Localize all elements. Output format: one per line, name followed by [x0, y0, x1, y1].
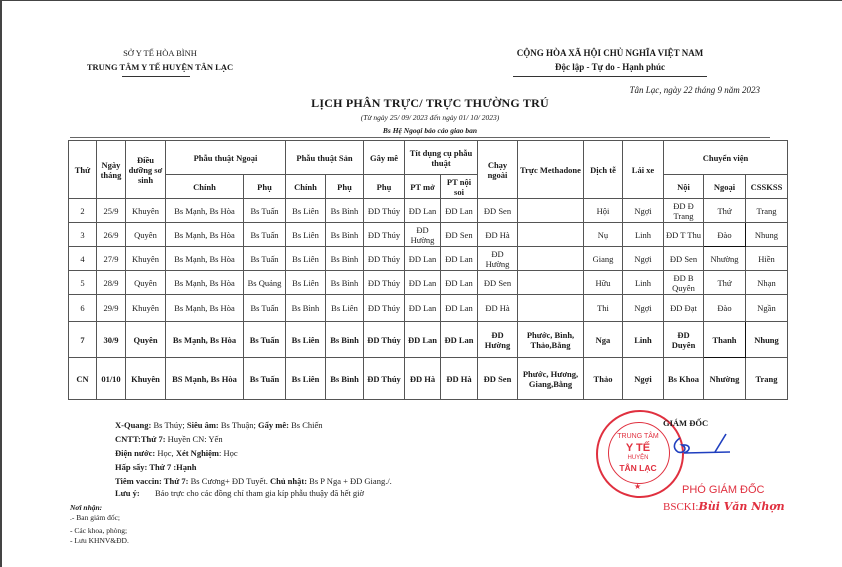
col-header-anesthesia: Gây mê	[364, 141, 405, 175]
col-header-obstetric-surgery: Phẫu thuật Sản	[286, 141, 364, 175]
cell-ptn-chinh: Bs Mạnh, Bs Hòa	[166, 247, 244, 271]
cell-cv-csskss: Trang	[746, 358, 788, 400]
cell-lai-xe: Linh	[623, 322, 664, 358]
cell-date: 26/9	[97, 223, 126, 247]
cell-pt-noi-soi: ĐD Lan	[441, 199, 478, 223]
cell-ptn-chinh: Bs Mạnh, Bs Hòa	[166, 295, 244, 322]
cell-pt-noi-soi: ĐD Lan	[441, 247, 478, 271]
cell-dich-te: Thảo	[584, 358, 623, 400]
cell-cv-noi: ĐD Sen	[664, 247, 704, 271]
cell-cv-ngoai: Đào	[704, 295, 746, 322]
cell-dich-te: Nga	[584, 322, 623, 358]
cell-lai-xe: Ngợi	[623, 295, 664, 322]
table-row	[69, 358, 788, 400]
cell-pts-phu: Bs Bình	[326, 322, 364, 358]
col-header-transfer: Chuyển viện	[664, 141, 788, 175]
stamp-text: Y TẾ	[625, 442, 651, 454]
cell-gm-phu: ĐD Thúy	[364, 223, 405, 247]
cell-lai-xe: Ngợi	[623, 358, 664, 400]
cell-ptn-chinh: Bs Mạnh, Bs Hòa	[166, 199, 244, 223]
cell-pt-noi-soi: ĐD Lan	[441, 295, 478, 322]
cell-chay-ngoai: ĐD Hà	[478, 223, 518, 247]
cell-cv-noi: ĐD T Thu	[664, 223, 704, 247]
organization-underline	[122, 76, 190, 77]
cell-ptn-chinh: BS Mạnh, Bs Hòa	[166, 358, 244, 400]
cell-dd-so-sinh: Quyên	[126, 322, 166, 358]
cell-pt-noi-soi: ĐD Lan	[441, 271, 478, 295]
cell-thu: 2	[69, 199, 97, 223]
cell-gm-phu: ĐD Thúy	[364, 295, 405, 322]
col-header-driver: Lái xe	[623, 141, 664, 199]
cell-cv-csskss: Nhạn	[746, 271, 788, 295]
document-title: LỊCH PHÂN TRỰC/ TRỰC THƯỜNG TRÚ	[311, 96, 549, 110]
cell-pt-noi-soi: ĐD Hà	[441, 358, 478, 400]
col-header-instruments: Tít dụng cụ phẫu thuật	[405, 141, 478, 175]
vice-director-title: PHÓ GIÁM ĐỐC	[682, 484, 765, 496]
cell-cv-csskss: Trang	[746, 199, 788, 223]
cell-cv-csskss: Hiền	[746, 247, 788, 271]
col-header-thu: Thứ	[69, 141, 97, 199]
cell-dd-so-sinh: Quyên	[126, 223, 166, 247]
cell-chay-ngoai: ĐD Hường	[478, 322, 518, 358]
cell-chay-ngoai: ĐD Sen	[478, 271, 518, 295]
cell-gm-phu: ĐD Thúy	[364, 271, 405, 295]
cell-date: 28/9	[97, 271, 126, 295]
stamp-text: TÂN LẠC	[619, 463, 657, 473]
subheader-csskss: CSSKSS	[746, 175, 788, 199]
cell-ptn-chinh: Bs Mạnh, Bs Hòa	[166, 322, 244, 358]
cell-thu: CN	[69, 358, 97, 400]
subheader-assist: Phụ	[326, 175, 364, 199]
cell-pts-phu: Bs Bình	[326, 271, 364, 295]
cell-ptn-chinh: Bs Mạnh, Bs Hòa	[166, 223, 244, 247]
table-row	[69, 271, 788, 295]
department-name: SỞ Y TẾ HÒA BÌNH	[123, 48, 197, 58]
cell-pt-mo: ĐD Lan	[405, 247, 441, 271]
cell-gm-phu: ĐD Thúy	[364, 199, 405, 223]
cell-cv-ngoai: Đào	[704, 223, 746, 247]
cell-thu: 7	[69, 322, 97, 358]
table-row	[69, 295, 788, 322]
cell-pts-chinh: Bs Liên	[286, 199, 326, 223]
recipients	[70, 503, 129, 546]
cell-date: 30/9	[97, 322, 126, 358]
cell-dd-so-sinh: Khuyên	[126, 199, 166, 223]
table-row	[69, 199, 788, 223]
stamp-text: HUYỆN	[627, 455, 649, 461]
cell-pt-mo: ĐD Hường	[405, 223, 441, 247]
cell-ptn-phu: Bs Tuấn	[244, 358, 286, 400]
col-header-epidemiology: Dịch tễ	[584, 141, 623, 199]
cell-dd-so-sinh: Khuyên	[126, 247, 166, 271]
motto-underline	[513, 76, 707, 77]
cell-ptn-phu: Bs Tuấn	[244, 247, 286, 271]
cell-pts-phu: Bs Bình	[326, 358, 364, 400]
cell-ptn-phu: Bs Tuấn	[244, 322, 286, 358]
cell-lai-xe: Linh	[623, 271, 664, 295]
cell-pts-chinh: Bs Liên	[286, 358, 326, 400]
cell-pts-phu: Bs Bình	[326, 199, 364, 223]
cell-date: 29/9	[97, 295, 126, 322]
cell-methadone: Phước, Bình, Thảo,Bằng	[518, 322, 584, 358]
subheader-main: Chính	[166, 175, 244, 199]
cell-pt-mo: ĐD Hà	[405, 358, 441, 400]
cell-thu: 3	[69, 223, 97, 247]
cell-cv-ngoai: Nhường	[704, 358, 746, 400]
note-reminder: Lưu ý: Báo trực cho các đồng chí tham gia kíp phẫu thuậy đã hết giờ	[115, 488, 365, 498]
cell-pts-phu: Bs Bình	[326, 247, 364, 271]
cell-date: 25/9	[97, 199, 126, 223]
cell-methadone	[518, 247, 584, 271]
cell-dich-te: Hữu	[584, 271, 623, 295]
notes-block	[115, 418, 392, 488]
cell-chay-ngoai: ĐD Hường	[478, 247, 518, 271]
cell-dich-te: Giang	[584, 247, 623, 271]
cell-ptn-phu: Bs Tuấn	[244, 223, 286, 247]
cell-pt-noi-soi: ĐD Lan	[441, 322, 478, 358]
window-border-top	[0, 0, 842, 1]
organization-name: TRUNG TÂM Y TẾ HUYỆN TÂN LẠC	[86, 62, 234, 72]
nation-title: CỘNG HÒA XÃ HỘI CHỦ NGHĨA VIỆT NAM	[516, 48, 704, 58]
subheader-internal: Nội	[664, 175, 704, 199]
divider	[70, 137, 770, 138]
subheader-row	[69, 175, 788, 199]
cell-methadone: Phước, Hương, Giang,Bằng	[518, 358, 584, 400]
cell-pts-chinh: Bs Liên	[286, 223, 326, 247]
cell-cv-noi: ĐD B Quyên	[664, 271, 704, 295]
cell-cv-ngoai: Thứ	[704, 271, 746, 295]
cell-cv-ngoai: Thứ	[704, 199, 746, 223]
cell-dich-te: Hội	[584, 199, 623, 223]
cell-cv-noi: Bs Khoa	[664, 358, 704, 400]
cell-pts-chinh: Bs Liên	[286, 271, 326, 295]
col-header-methadone: Trực Methadone	[518, 141, 584, 199]
col-header-neonatal-nurse: Điều dưỡng sơ sinh	[126, 141, 166, 199]
place-date: Tân Lạc, ngày 22 tháng 9 năm 2023	[629, 85, 760, 95]
cell-methadone	[518, 223, 584, 247]
cell-date: 27/9	[97, 247, 126, 271]
col-header-date: Ngày tháng	[97, 141, 126, 199]
cell-thu: 6	[69, 295, 97, 322]
cell-cv-csskss: Nhung	[746, 223, 788, 247]
recipient-item: - Các khoa, phòng;	[70, 526, 128, 535]
cell-ptn-phu: Bs Tuấn	[244, 199, 286, 223]
table-row	[69, 247, 788, 271]
cell-cv-noi: ĐD Đạt	[664, 295, 704, 322]
subheader-endoscopic: PT nội soi	[441, 175, 478, 199]
cell-ptn-phu: Bs Quảng	[244, 271, 286, 295]
subheader-open-surgery: PT mở	[405, 175, 441, 199]
director-title: GIÁM ĐỐC	[663, 418, 709, 428]
note-imaging: X-Quang: Bs Thúy; Siêu âm: Bs Thuận; Gẩy mê: Bs Chiến	[115, 420, 323, 430]
cell-gm-phu: ĐD Thúy	[364, 358, 405, 400]
duty-schedule-table	[68, 140, 788, 400]
table-row	[69, 322, 788, 358]
recipient-item: .- Ban giám đốc;	[70, 513, 120, 522]
cell-ptn-phu: Bs Tuấn	[244, 295, 286, 322]
cell-date: 01/10	[97, 358, 126, 400]
cell-methadone	[518, 295, 584, 322]
vice-director-name: BSCKI:Bùi Văn Nhợn	[663, 500, 785, 513]
cell-dd-so-sinh: Quyên	[126, 271, 166, 295]
cell-chay-ngoai: ĐD Hà	[478, 295, 518, 322]
cell-methadone	[518, 271, 584, 295]
cell-cv-noi: ĐD Đ Trang	[664, 199, 704, 223]
note-it: CNTT:Thứ 7: Huyền CN: Yến	[115, 434, 223, 444]
note-sterilization: Hấp sấy: Thứ 7 :Hạnh	[115, 462, 197, 472]
cell-dich-te: Nụ	[584, 223, 623, 247]
cell-lai-xe: Ngợi	[623, 199, 664, 223]
cell-cv-csskss: Ngần	[746, 295, 788, 322]
cell-pt-mo: ĐD Lan	[405, 322, 441, 358]
cell-chay-ngoai: ĐD Sen	[478, 199, 518, 223]
cell-gm-phu: ĐD Thúy	[364, 247, 405, 271]
stamp-text: TRUNG TÂM	[617, 433, 659, 440]
cell-dd-so-sinh: Khuyên	[126, 358, 166, 400]
cell-cv-ngoai: Thanh	[704, 322, 746, 358]
cell-lai-xe: Ngợi	[623, 247, 664, 271]
cell-pts-phu: Bs Liên	[326, 295, 364, 322]
cell-pts-chinh: Bs Bình	[286, 295, 326, 322]
recipients-label: Nơi nhận:	[70, 503, 103, 512]
recipient-item: - Lưu KHNV&ĐD.	[70, 536, 129, 545]
subheader-external: Ngoại	[704, 175, 746, 199]
cell-pt-mo: ĐD Lan	[405, 199, 441, 223]
cell-dich-te: Thi	[584, 295, 623, 322]
note-utilities: Điện nước: Học, Xét Nghiệm: Học	[115, 448, 238, 458]
cell-thu: 5	[69, 271, 97, 295]
cell-pt-mo: ĐD Lan	[405, 271, 441, 295]
cell-cv-ngoai: Nhường	[704, 247, 746, 271]
cell-pts-chinh: Bs Liên	[286, 247, 326, 271]
cell-thu: 4	[69, 247, 97, 271]
header-row	[69, 141, 788, 175]
subheader-assist: Phụ	[244, 175, 286, 199]
cell-pt-mo: ĐD Lan	[405, 295, 441, 322]
document-period: (Từ ngày 25/ 09/ 2023 đến ngày 01/ 10/ 2023)	[360, 113, 500, 122]
cell-cv-csskss: Nhung	[746, 322, 788, 358]
subheader-assist: Phụ	[364, 175, 405, 199]
cell-pts-phu: Bs Bình	[326, 223, 364, 247]
cell-ptn-chinh: Bs Mạnh, Bs Hòa	[166, 271, 244, 295]
cell-pts-chinh: Bs Liên	[286, 322, 326, 358]
note-vaccination: Tiêm vaccin: Thứ 7: Bs Cương+ ĐD Tuyết. Chủ nhật: Bs P Nga + ĐD Giang./.	[115, 476, 392, 486]
nation-motto: Độc lập - Tự do - Hạnh phúc	[554, 62, 665, 72]
cell-lai-xe: Linh	[623, 223, 664, 247]
signature-mark	[660, 428, 760, 458]
subheader-main: Chính	[286, 175, 326, 199]
cell-pt-noi-soi: ĐD Sen	[441, 223, 478, 247]
cell-cv-noi: ĐD Duyên	[664, 322, 704, 358]
report-note: Bs Hệ Ngoại báo cáo giao ban	[382, 126, 478, 135]
col-header-outside-run: Chạy ngoài	[478, 141, 518, 199]
star-icon: ★	[634, 482, 642, 491]
window-border-left	[0, 0, 2, 567]
col-header-external-surgery: Phẫu thuật Ngoại	[166, 141, 286, 175]
table-row	[69, 223, 788, 247]
cell-methadone	[518, 199, 584, 223]
cell-chay-ngoai: ĐD Sen	[478, 358, 518, 400]
cell-gm-phu: ĐD Thúy	[364, 322, 405, 358]
cell-dd-so-sinh: Khuyên	[126, 295, 166, 322]
